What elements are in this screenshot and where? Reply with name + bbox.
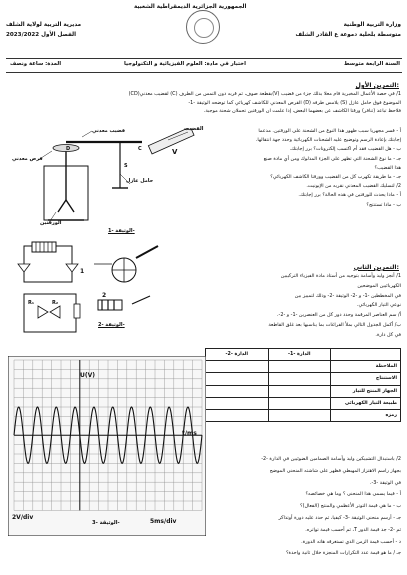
header-divider-top xyxy=(6,58,402,59)
resistor-r2-label: R₂ xyxy=(52,300,59,306)
metal-rod-label: قضيب معدني xyxy=(92,128,126,134)
table-row-label: رمزه xyxy=(331,410,401,422)
term-label: الفصل الأول 2023/2022 xyxy=(6,32,77,38)
exercise2-line: 1/ أنجز وليد وأسامة بتوجيه من أستاذ مادة الفيزياء التركيبين xyxy=(280,273,401,279)
oscilloscope-screen xyxy=(8,356,206,536)
exercise2-line: ب/ أكمل الجدول التالي بملأ الفراغات بما يناسبها بعد غلق القاطعة xyxy=(268,321,401,328)
table-header-cell: الدارة -2- xyxy=(206,349,269,361)
exercise1-line: هذا القضيب؟ xyxy=(374,164,401,171)
letter-v: V xyxy=(172,148,178,156)
component-number-2: 2 xyxy=(102,292,107,299)
letter-c: C xyxy=(138,146,142,152)
exercise2-line: أ - فيما يسمى هذا المنحنى ؟ وما هي خصائصه؟ xyxy=(305,491,401,498)
exercise2-line: نوعي التيار الكهربائي. xyxy=(357,302,401,309)
table-row xyxy=(206,397,401,409)
duration-label: المدة: ساعة ونصف xyxy=(10,61,62,67)
circuit-properties-table xyxy=(205,348,401,422)
exercise2-line: أ/ سم العناصر المرقمة وحدد دور كل من العنصرين -1- و -2-. xyxy=(276,312,401,319)
exercise1-line: أ - فسر مجهريا سبب ظهور هذا النوع من الشحنة على الورقتين. مدعما xyxy=(258,128,401,134)
table-cell[interactable] xyxy=(268,373,331,385)
level-label: السنة الرابعة متوسط xyxy=(344,61,400,67)
exercise1-line: 1/ في حصة الأعمال المخبرية قام معلا بدلك جزء من قضيب (V)بقطعة صوف، ثم قربه دون التمس من الطرف (C) لقضيب معدني(CD) xyxy=(128,91,401,97)
table-row-label: الملاحظة xyxy=(331,361,401,373)
table-row-label: طبيعة التيار الكهربائي xyxy=(331,397,401,409)
table-row xyxy=(206,385,401,397)
exercise2-line: بجهاز راسم الاهتزاز المهبطي فظهر على شاشته المنحنى الموضح xyxy=(269,467,401,474)
directorate-name: مديرية التربية لولاية الشلف xyxy=(6,22,82,28)
exercise2-questions xyxy=(201,272,401,341)
table-cell[interactable] xyxy=(268,410,331,422)
table-header-cell: الدارة -1- xyxy=(268,349,331,361)
disc-label: قرص معدني xyxy=(12,156,43,162)
ministry-logo xyxy=(186,10,220,44)
component-number-1: 1 xyxy=(80,268,85,275)
exercise1-line: إجابتك بإعادة الرسم وتوضيح عليه الشحنات الكهربائية وحدد جهة انتقالها. xyxy=(255,137,401,144)
letter-d: D xyxy=(66,146,71,152)
exercise2-line: جـ - أرسم منحنى الوثيقة -3- كيفيا، ثم حدد عليه دورة أوتذاكر xyxy=(278,514,401,521)
table-cell[interactable] xyxy=(206,410,269,422)
exercise2-line: ب - ما هي قيمة التوتر الأعظمي والمنتج (الفعال)؟ xyxy=(299,503,401,510)
figure2-caption: الوثيقة -2- xyxy=(98,322,125,328)
exercise2-line: في الوثيقة -3-. xyxy=(369,479,401,486)
figure1-caption: الوثيقة -1- xyxy=(108,228,135,234)
resistor-r1-label: R₁ xyxy=(28,300,35,306)
exercise1-questions xyxy=(201,127,401,210)
electroscope-figure xyxy=(8,128,204,234)
table-header-row xyxy=(206,349,401,361)
exercise1-line: فلاحظ تباعد (تنافر) ورقتا الكاشف عن بعضهما البعض، إذا علمت ان الورقتين تحملان شحنة موجبة. xyxy=(203,108,401,115)
table-header-cell xyxy=(331,349,401,361)
exercise2-line: الكهربائيين الموضحين xyxy=(357,282,401,289)
stand-label: حامل عازل xyxy=(126,178,154,184)
exercise1-line: ب - هل القضيب فقد أم اكتسب إلكترونات؟ برر إجابتك. xyxy=(289,146,401,153)
exercise1-line: ب - ماذا تستنتج؟ xyxy=(366,201,401,208)
exercise2-questions-bottom xyxy=(203,454,401,560)
exercise1-intro xyxy=(7,90,401,116)
rod-label: القضيب xyxy=(184,126,204,132)
table-cell[interactable] xyxy=(268,397,331,409)
circuits-figure xyxy=(12,240,182,340)
voltage-axis-label: U(V) xyxy=(80,372,95,379)
table-cell[interactable] xyxy=(206,373,269,385)
letter-s: S xyxy=(124,163,128,169)
exam-info-band xyxy=(6,61,402,71)
republic-title: الجمهورية الجزائرية الديمقراطية الشعبية xyxy=(134,4,247,10)
exercise1-line: جـ - ما نوع الشحنة التي تظهر على الجزء المدلوك ومن أي مادة صنع xyxy=(263,155,401,162)
exercise2-line: جـ / ما هو قيمة عدد التكرارات المنجزة خلال ثانية واحدة؟ xyxy=(285,550,401,557)
table-row-label: الاستنتاج xyxy=(331,373,401,385)
subject-label: اختبار في مادة: العلوم الفيزيائية و التكنولوجيا xyxy=(124,61,246,67)
table-row xyxy=(206,361,401,373)
exercise1-title: التمرين الأول: xyxy=(355,82,399,89)
table-cell[interactable] xyxy=(206,397,269,409)
table-row-label: الجهاز المنتج للتيار xyxy=(331,385,401,397)
exercise2-line: ثم -2- جد قيمة الدور T، ثم أحسب قيمة تواتره. xyxy=(305,526,401,533)
voltage-scale-label: 2V/div xyxy=(12,514,34,521)
exercise2-line: في كل دارة. xyxy=(375,331,401,338)
figure3-caption: الوثيقة -3- xyxy=(92,520,120,526)
table-cell[interactable] xyxy=(268,361,331,373)
table-cell[interactable] xyxy=(268,385,331,397)
exercise2-line: 2/ باستبدال التشبيكين وليد وأسامة الصمامين الضوئيين في الدارة -2- xyxy=(261,456,401,462)
exercise2-title: التمرين الثاني: xyxy=(353,264,399,271)
time-scale-label: 5ms/div xyxy=(150,518,177,525)
table-row xyxy=(206,373,401,385)
table-cell[interactable] xyxy=(206,361,269,373)
leaves-label: الورقتين xyxy=(40,220,62,226)
ministry-name: وزارة التربية الوطنية xyxy=(343,22,401,28)
header-divider-bottom xyxy=(6,72,402,73)
exercise2-line: د - أحسب قيمة الزمن الذي تستغرقه هاته الدورة. xyxy=(301,538,401,545)
exercise1-line: 2/ لتسليك القضيب المعدني نقربه من الإبونيت. xyxy=(306,183,401,190)
school-name: متوسطة بلخلية دموعة ع القادر الشلف xyxy=(295,32,401,38)
table-cell[interactable] xyxy=(206,385,269,397)
exercise1-line: أ - ماذا يحدث للورقتين في هذه الحالة؟ برر إجابتك. xyxy=(298,192,401,199)
exercise1-line: الموضوع فوق حامل عازل (S) يلامس طرفه (D) القرص المعدني للكاشف كهربائي كما توضحه الوثيقة -1- xyxy=(188,99,401,106)
table-row xyxy=(206,410,401,422)
time-axis-label: t/ms xyxy=(182,430,197,437)
exercise2-line: في المخططين -1- و -2- الوثيقة -2- وذلك لتمييز بين xyxy=(294,292,401,299)
exercise1-line: جـ - ما طريقة تكهرب كل من القضيب وورقتا الكاشف الكهربائي؟ xyxy=(270,174,401,181)
